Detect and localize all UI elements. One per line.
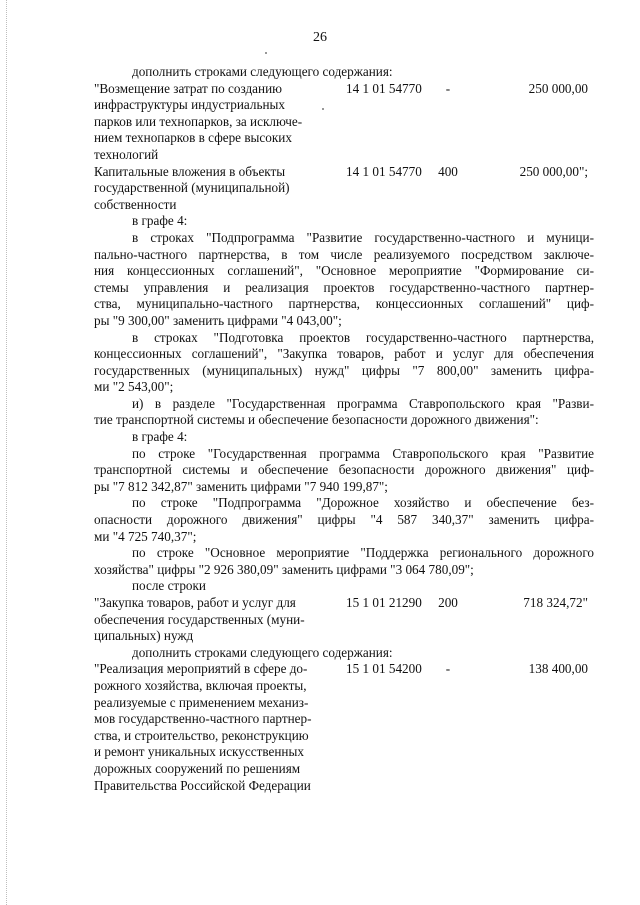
paragraph-line: пально-частного партнерства, в том числе реализуемого посредством заключе-	[94, 246, 594, 262]
block3-table	[94, 661, 594, 794]
row-name	[94, 81, 346, 164]
row-name	[94, 661, 346, 794]
block2-table	[94, 595, 594, 645]
row-sum: 718 324,72"	[523, 595, 588, 610]
row-kvr: -	[445, 661, 451, 677]
paragraph	[94, 446, 594, 496]
paragraph-line: концессионных соглашений", "Закупка товаров, работ и услуг для обеспечения	[94, 346, 594, 362]
row-code: 15 1 01 54200	[346, 661, 422, 677]
paragraph-line: транспортной системы и обеспечение безопасности дорожного движения" циф-	[94, 462, 594, 478]
row-name-line: технологий	[94, 146, 159, 162]
row-kvr: 200	[438, 595, 458, 610]
row-name-line: обеспечения государственных (муни-	[94, 611, 305, 627]
row-name-line: Капитальные вложения в объекты	[94, 163, 286, 179]
row-code: 14 1 01 54770	[346, 80, 422, 96]
row-name-line: мов государственно-частного партнер-	[94, 711, 312, 727]
paragraph	[94, 230, 594, 330]
row-name	[94, 595, 346, 645]
paragraph-line: в строках "Подготовка проектов государственно-частного партнерства,	[132, 329, 594, 345]
paragraph-line: хозяйства" цифры "2 926 380,09" заменить цифрами "3 064 780,09";	[94, 561, 474, 577]
paragraph	[94, 578, 594, 595]
paragraph-line: опасности дорожного движения" цифры "4 587 340,37" заменить цифра-	[94, 512, 594, 528]
row-name	[94, 164, 346, 214]
paragraph	[94, 396, 594, 429]
paragraph-line: ми "2 543,00";	[94, 379, 174, 395]
paragraph	[94, 213, 594, 230]
paragraph-line: ства, муниципально-частного партнерства, концессионных соглашений" циф-	[94, 296, 594, 312]
row-name-line: собственности	[94, 196, 177, 212]
paragraph-line: по строке "Основное мероприятие "Поддержка регионального дорожного	[132, 545, 594, 561]
paragraph-line: в графе 4:	[132, 213, 188, 229]
table-row	[94, 164, 594, 214]
scan-margin-line	[6, 0, 8, 905]
row-name-line: Правительства Российской Федерации	[94, 777, 311, 793]
paragraph-line: ры "9 300,00" заменить цифрами "4 043,00";	[94, 312, 342, 328]
block1-intro: дополнить строками следующего содержания:	[132, 64, 393, 79]
paragraph-line: стемы управления и реализация проектов государственно-частного партнер-	[94, 279, 594, 295]
row-name-line: дорожных сооружений по решениям	[94, 760, 301, 776]
row-sum: 250 000,00";	[519, 163, 588, 179]
row-name-line: ципальных) нужд	[94, 628, 194, 644]
paragraph-line: после строки	[132, 578, 206, 594]
scan-speck	[265, 52, 267, 54]
row-name-line: "Возмещение затрат по созданию	[94, 80, 282, 96]
paragraph-line: по строке "Подпрограмма "Дорожное хозяйство и обеспечение без-	[132, 495, 594, 511]
row-name-line: инфраструктуры индустриальных	[94, 97, 285, 113]
paragraph-line: по строке "Государственная программа Ставропольского края "Развитие	[132, 445, 594, 461]
row-kvr: 400	[438, 163, 458, 179]
paragraph-line: ми "4 725 740,37";	[94, 528, 197, 544]
table-row	[94, 81, 594, 164]
block2-intro: дополнить строками следующего содержания:	[132, 644, 393, 660]
paragraph	[94, 330, 594, 396]
row-name-line: и ремонт уникальных искусственных	[94, 744, 304, 760]
paragraph-line: ния концессионных соглашений", "Основное мероприятие "Формирование си-	[94, 263, 594, 279]
row-name-line: ства, и строительство, реконструкцию	[94, 727, 309, 743]
paragraph-line: государственных (муниципальных) нужд" цифры "7 800,00" заменить цифра-	[94, 362, 594, 378]
row-name-line: рожного хозяйства, включая проекты,	[94, 677, 307, 693]
page-number: 26	[313, 30, 327, 45]
row-sum: 250 000,00	[528, 80, 588, 96]
row-name-line: парков или технопарков, за исключе-	[94, 113, 303, 129]
paragraph-line: в графе 4:	[132, 429, 188, 445]
block1-table	[94, 81, 594, 214]
paragraph	[94, 495, 594, 545]
paragraph-line: ры "7 812 342,87" заменить цифрами "7 940 199,87";	[94, 478, 388, 494]
amendment-paragraphs	[94, 213, 594, 595]
row-name-line: нием технопарков в сфере высоких	[94, 130, 292, 146]
table-row	[94, 661, 594, 794]
row-name-line: реализуемые с применением механиз-	[94, 694, 309, 710]
document-body	[94, 64, 594, 794]
paragraph-line: тие транспортной системы и обеспечение безопасности дорожного движения":	[94, 412, 539, 428]
row-name-line: "Реализация мероприятий в сфере до-	[94, 661, 308, 677]
paragraph	[94, 429, 594, 446]
row-name-line: государственной (муниципальной)	[94, 180, 290, 196]
paragraph	[94, 545, 594, 578]
row-code: 15 1 01 21290	[346, 595, 422, 610]
row-name-line: "Закупка товаров, работ и услуг для	[94, 595, 296, 610]
table-row	[94, 595, 594, 645]
row-sum: 138 400,00	[528, 661, 588, 677]
row-code: 14 1 01 54770	[346, 163, 422, 179]
paragraph-line: в строках "Подпрограмма "Развитие государственно-частного и муници-	[132, 229, 594, 245]
paragraph-line: и) в разделе "Государственная программа Ставропольского края "Разви-	[132, 395, 594, 411]
row-kvr: -	[445, 80, 451, 96]
